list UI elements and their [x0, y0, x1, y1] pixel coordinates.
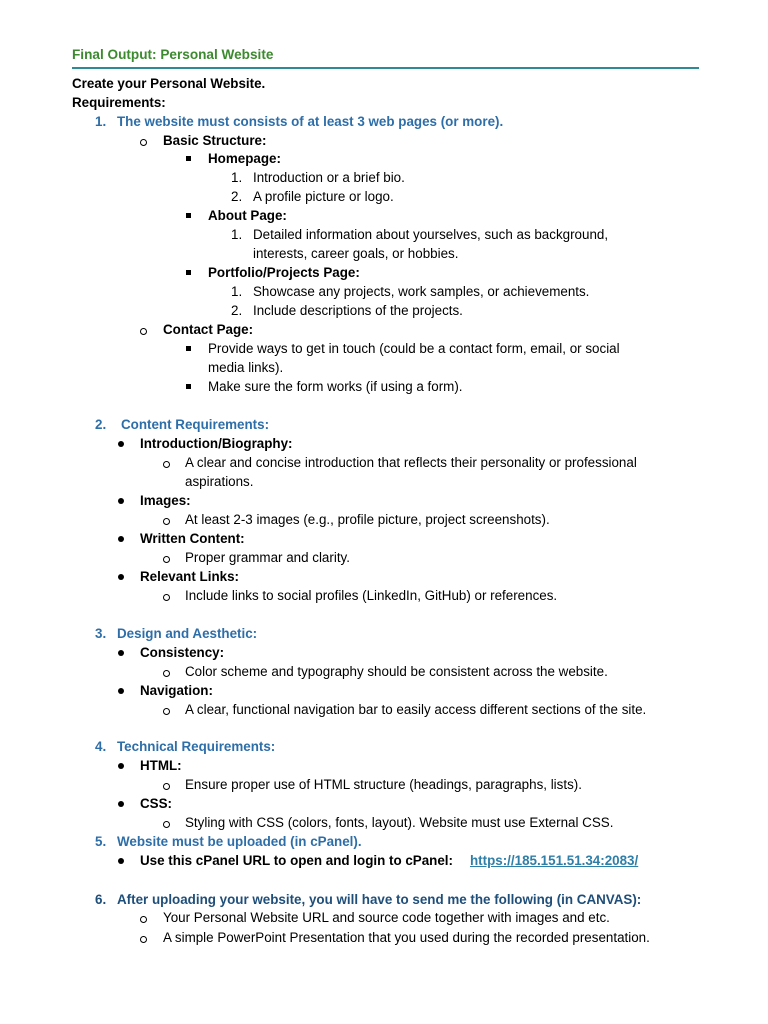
- about-page-label: About Page:: [208, 208, 287, 223]
- section-6-heading: After uploading your website, you will have to send me the following (in CANVAS):: [117, 892, 642, 907]
- content-item-detail: A clear and concise introduction that reflects their personality or professional: [185, 455, 637, 470]
- dot-bullet-icon: [118, 858, 124, 864]
- content-item-detail: Proper grammar and clarity.: [185, 550, 350, 565]
- content-item-detail: At least 2-3 images (e.g., profile picture, project screenshots).: [185, 512, 550, 527]
- intro-text: Create your Personal Website.: [72, 76, 266, 91]
- circle-bullet-icon: [140, 328, 147, 335]
- contact-item-continued: media links).: [208, 360, 284, 375]
- list-number: 2.: [231, 189, 243, 204]
- contact-page-label: Contact Page:: [163, 322, 254, 337]
- section-4-number: 4.: [95, 739, 107, 754]
- cpanel-instruction: Use this cPanel URL to open and login to cPanel:: [140, 853, 453, 868]
- submission-item: A simple PowerPoint Presentation that you used during the recorded presentation.: [163, 930, 650, 945]
- circle-bullet-icon: [163, 461, 170, 468]
- title-underline: [72, 67, 699, 69]
- portfolio-item: Include descriptions of the projects.: [253, 303, 463, 318]
- section-5-heading: Website must be uploaded (in cPanel).: [117, 834, 362, 849]
- design-item-detail: Color scheme and typography should be consistent across the website.: [185, 664, 608, 679]
- content-item-label: Introduction/Biography:: [140, 436, 293, 451]
- technical-item-label: HTML:: [140, 758, 182, 773]
- portfolio-page-label: Portfolio/Projects Page:: [208, 265, 360, 280]
- circle-bullet-icon: [140, 139, 147, 146]
- requirements-label: Requirements:: [72, 95, 166, 110]
- square-bullet-icon: [186, 213, 191, 218]
- dot-bullet-icon: [118, 801, 124, 807]
- circle-bullet-icon: [163, 708, 170, 715]
- section-1-number: 1.: [95, 114, 107, 129]
- document-title: Final Output: Personal Website: [72, 47, 274, 62]
- portfolio-item: Showcase any projects, work samples, or achievements.: [253, 284, 590, 299]
- dot-bullet-icon: [118, 536, 124, 542]
- technical-item-detail: Ensure proper use of HTML structure (headings, paragraphs, lists).: [185, 777, 582, 792]
- section-3-heading: Design and Aesthetic:: [117, 626, 258, 641]
- circle-bullet-icon: [163, 556, 170, 563]
- circle-bullet-icon: [163, 783, 170, 790]
- about-item: Detailed information about yourselves, such as background,: [253, 227, 609, 242]
- circle-bullet-icon: [163, 518, 170, 525]
- about-item-continued: interests, career goals, or hobbies.: [253, 246, 459, 261]
- circle-bullet-icon: [163, 821, 170, 828]
- content-item-label: Relevant Links:: [140, 569, 239, 584]
- dot-bullet-icon: [118, 498, 124, 504]
- section-4-heading: Technical Requirements:: [117, 739, 276, 754]
- list-number: 1.: [231, 227, 243, 242]
- dot-bullet-icon: [118, 574, 124, 580]
- square-bullet-icon: [186, 156, 191, 161]
- cpanel-url-link[interactable]: https://185.151.51.34:2083/: [470, 853, 639, 868]
- dot-bullet-icon: [118, 688, 124, 694]
- homepage-item: Introduction or a brief bio.: [253, 170, 405, 185]
- square-bullet-icon: [186, 270, 191, 275]
- design-item-label: Navigation:: [140, 683, 213, 698]
- technical-item-detail: Styling with CSS (colors, fonts, layout). Website must use External CSS.: [185, 815, 614, 830]
- dot-bullet-icon: [118, 441, 124, 447]
- dot-bullet-icon: [118, 650, 124, 656]
- section-2-heading: Content Requirements:: [121, 417, 270, 432]
- design-item-detail: A clear, functional navigation bar to easily access different sections of the site.: [185, 702, 647, 717]
- basic-structure-label: Basic Structure:: [163, 133, 267, 148]
- circle-bullet-icon: [140, 936, 147, 943]
- section-2-number: 2.: [95, 417, 107, 432]
- contact-item: Provide ways to get in touch (could be a contact form, email, or social: [208, 341, 620, 356]
- circle-bullet-icon: [163, 670, 170, 677]
- section-3-number: 3.: [95, 626, 107, 641]
- square-bullet-icon: [186, 384, 191, 389]
- content-item-label: Written Content:: [140, 531, 245, 546]
- submission-item: Your Personal Website URL and source code together with images and etc.: [163, 910, 610, 925]
- section-1-heading: The website must consists of at least 3 web pages (or more).: [117, 114, 504, 129]
- homepage-label: Homepage:: [208, 151, 281, 166]
- content-item-detail: Include links to social profiles (LinkedIn, GitHub) or references.: [185, 588, 558, 603]
- list-number: 1.: [231, 170, 243, 185]
- section-5-number: 5.: [95, 834, 107, 849]
- homepage-item: A profile picture or logo.: [253, 189, 394, 204]
- contact-item: Make sure the form works (if using a form).: [208, 379, 463, 394]
- design-item-label: Consistency:: [140, 645, 225, 660]
- circle-bullet-icon: [163, 594, 170, 601]
- technical-item-label: CSS:: [140, 796, 172, 811]
- list-number: 1.: [231, 284, 243, 299]
- circle-bullet-icon: [140, 916, 147, 923]
- content-item-detail-continued: aspirations.: [185, 474, 254, 489]
- list-number: 2.: [231, 303, 243, 318]
- dot-bullet-icon: [118, 763, 124, 769]
- square-bullet-icon: [186, 346, 191, 351]
- section-6-number: 6.: [95, 892, 107, 907]
- content-item-label: Images:: [140, 493, 191, 508]
